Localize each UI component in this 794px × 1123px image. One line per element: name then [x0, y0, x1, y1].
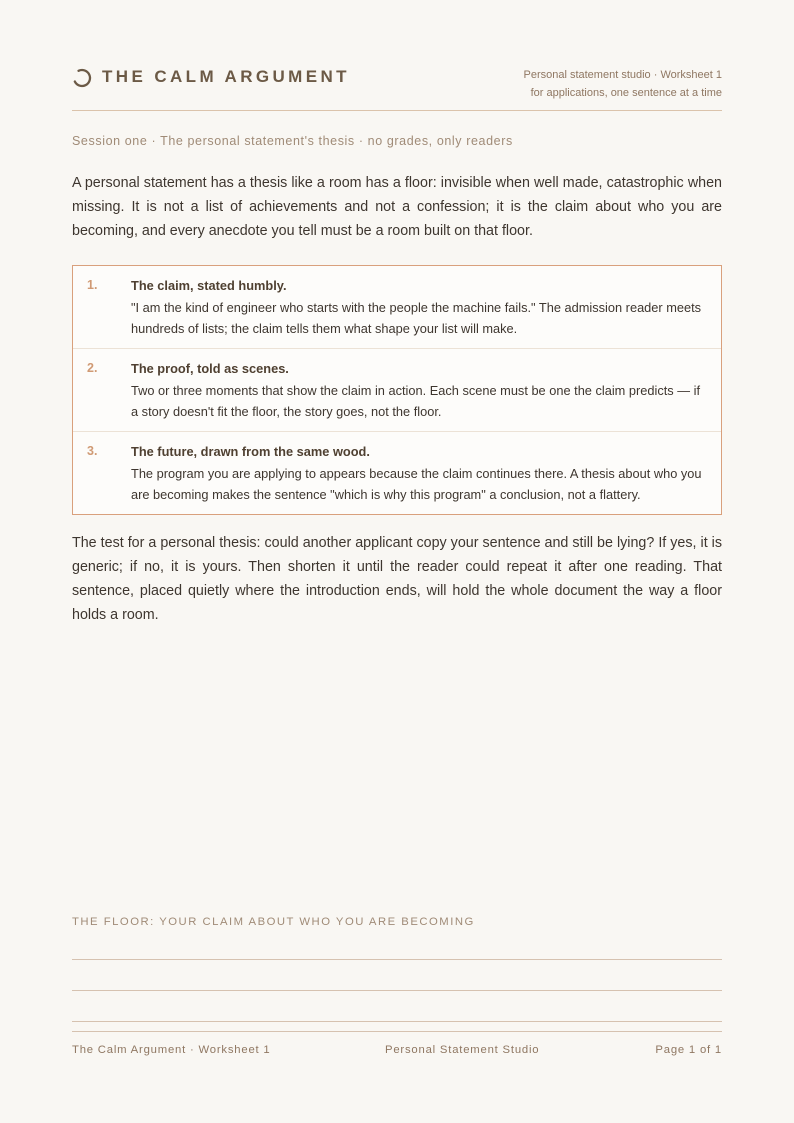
page-footer — [72, 1031, 722, 1056]
step-number: 1. — [87, 278, 98, 292]
worksheet-page — [72, 0, 722, 1123]
step-item — [73, 348, 721, 431]
footer-left: The Calm Argument · Worksheet 1 — [72, 1044, 271, 1056]
intro-paragraph: A personal statement has a thesis like a room has a floor: invisible when well made, catastrophic when missing. It is not a list of achievements and not a confession; it is the claim about who you are becoming, and every anecdote you tell must be a room built on that floor. — [72, 175, 722, 239]
step-title: The claim, stated humbly. — [131, 278, 287, 293]
step-number: 3. — [87, 444, 98, 458]
step-body: Two or three moments that show the claim in action. Each scene must be one the claim predicts — if a story doesn't fit the floor, the story goes, not the floor. — [131, 383, 701, 419]
step-item — [73, 431, 721, 514]
header-meta-line-1: Personal statement studio · Worksheet 1 — [523, 69, 722, 81]
step-title: The proof, told as scenes. — [131, 361, 289, 376]
session-kicker: Session one · The personal statement's thesis · no grades, only readers — [72, 134, 513, 148]
writing-line[interactable] — [72, 1021, 722, 1022]
header-meta-line-2: for applications, one sentence at a time — [530, 87, 722, 99]
floor-section-label: THE FLOOR: YOUR CLAIM ABOUT WHO YOU ARE BECOMING — [72, 916, 475, 928]
steps-box — [72, 265, 722, 515]
page-number: Page 1 of 1 — [655, 1044, 722, 1056]
header-meta — [523, 66, 722, 102]
step-item — [73, 266, 721, 348]
step-body: The program you are applying to appears because the claim continues there. A thesis about who you are becoming makes the sentence "which is why this program" a conclusion, not a flattery. — [131, 466, 702, 502]
open-circle-arc-icon — [72, 68, 92, 88]
step-title: The future, drawn from the same wood. — [131, 444, 370, 459]
brand-title: THE CALM ARGUMENT — [102, 67, 350, 86]
step-number: 2. — [87, 361, 98, 375]
step-body: "I am the kind of engineer who starts with the people the machine fails." The admission reader meets hundreds of lists; the claim tells them what shape your list will make. — [131, 300, 702, 336]
page-header — [72, 64, 722, 111]
writing-line[interactable] — [72, 990, 722, 991]
closing-paragraph: The test for a personal thesis: could another applicant copy your sentence and still be lying? If yes, it is generic; if no, it is yours. Then shorten it until the reader could repeat it after one reading. That sentence, placed quietly where the introduction ends, will hold the whole document the way a floor holds a room. — [72, 535, 722, 623]
writing-line[interactable] — [72, 959, 722, 960]
footer-center: Personal Statement Studio — [385, 1044, 540, 1056]
